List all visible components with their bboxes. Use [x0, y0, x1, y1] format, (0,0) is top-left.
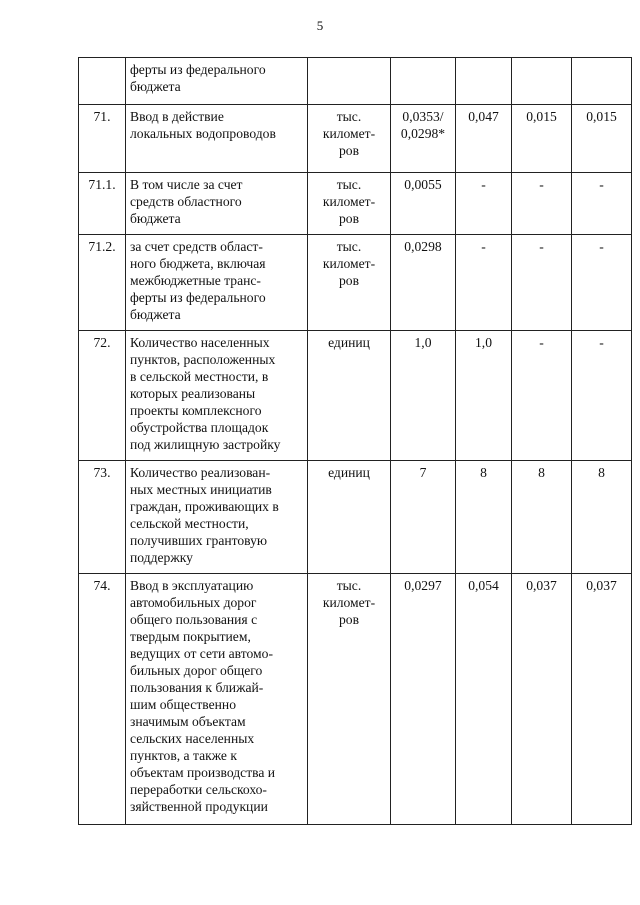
value-cell: 0,015	[572, 105, 632, 173]
value-cell: -	[512, 235, 572, 331]
value-cell: -	[572, 173, 632, 235]
unit-line: километ-	[322, 256, 376, 271]
value-cell: -	[572, 235, 632, 331]
name-line: ферты из федерального	[130, 290, 266, 305]
value-cell	[391, 461, 456, 574]
name-line: бильных дорог общего	[130, 663, 263, 678]
value-cell	[391, 173, 456, 235]
row-number: 71.1.	[79, 173, 126, 235]
unit-cell	[308, 58, 391, 105]
name-line: в сельской местности, в	[130, 369, 269, 384]
name-line: сельских населенных	[130, 731, 255, 746]
table-row	[79, 173, 632, 235]
unit-line: ров	[338, 273, 359, 288]
value-cell	[391, 58, 456, 105]
indicator-name	[126, 331, 308, 461]
name-line: обустройства площадок	[130, 420, 269, 435]
indicator-name	[126, 58, 308, 105]
unit-line: ров	[338, 612, 359, 627]
indicator-name	[126, 461, 308, 574]
name-line: В том числе за счет	[130, 177, 243, 192]
page-number: 5	[316, 18, 324, 33]
name-line: автомобильных дорог	[130, 595, 257, 610]
name-line: объектам производства и	[130, 765, 276, 780]
name-line: межбюджетные транс-	[130, 273, 261, 288]
name-line: пользования к ближай-	[130, 680, 264, 695]
name-line: сельской местности,	[130, 516, 249, 531]
indicator-name	[126, 173, 308, 235]
value-line: 0,0055	[404, 177, 442, 192]
indicators-table	[78, 57, 632, 825]
name-line: бюджета	[130, 79, 181, 94]
name-line: Количество реализован-	[130, 465, 271, 480]
name-line: поддержку	[130, 550, 193, 565]
name-line: ных местных инициатив	[130, 482, 272, 497]
value-cell: -	[572, 331, 632, 461]
unit-cell	[308, 173, 391, 235]
unit-cell	[308, 235, 391, 331]
row-number: 72.	[79, 331, 126, 461]
name-line: ферты из федерального	[130, 62, 266, 77]
table-row	[79, 105, 632, 173]
value-cell: -	[456, 235, 512, 331]
name-line: за счет средств област-	[130, 239, 263, 254]
unit-line: километ-	[322, 194, 376, 209]
row-number: 74.	[79, 574, 126, 825]
table-row	[79, 58, 632, 105]
table-row	[79, 574, 632, 825]
name-line: ведущих от сети автомо-	[130, 646, 273, 661]
indicator-name	[126, 105, 308, 173]
value-line: 1,0	[414, 335, 432, 350]
row-number: 71.2.	[79, 235, 126, 331]
unit-cell	[308, 331, 391, 461]
name-line: бюджета	[130, 307, 181, 322]
unit-cell	[308, 105, 391, 173]
name-line: под жилищную застройку	[130, 437, 281, 452]
value-cell: 0,047	[456, 105, 512, 173]
table-row	[79, 461, 632, 574]
name-line: Ввод в действие	[130, 109, 224, 124]
unit-line: тыс.	[336, 578, 362, 593]
name-line: твердым покрытием,	[130, 629, 251, 644]
value-cell: 8	[512, 461, 572, 574]
value-cell: 0,037	[512, 574, 572, 825]
value-line: 0,0298*	[400, 126, 446, 141]
unit-cell	[308, 574, 391, 825]
row-number: 71.	[79, 105, 126, 173]
value-cell	[391, 574, 456, 825]
value-cell: 0,054	[456, 574, 512, 825]
unit-line: ров	[338, 211, 359, 226]
value-cell	[391, 235, 456, 331]
value-cell: 0,015	[512, 105, 572, 173]
value-cell: -	[512, 173, 572, 235]
name-line: получивших грантовую	[130, 533, 268, 548]
name-line: проекты комплексного	[130, 403, 262, 418]
unit-line: единиц	[328, 465, 370, 480]
indicator-name	[126, 574, 308, 825]
name-line: шим общественно	[130, 697, 236, 712]
name-line: переработки сельскохо-	[130, 782, 267, 797]
unit-cell	[308, 461, 391, 574]
value-cell: -	[512, 331, 572, 461]
value-cell: 8	[456, 461, 512, 574]
name-line: значимым объектам	[130, 714, 246, 729]
name-line: которых реализованы	[130, 386, 256, 401]
name-line: Ввод в эксплуатацию	[130, 578, 254, 593]
name-line: бюджета	[130, 211, 181, 226]
value-line: 0,0298	[404, 239, 442, 254]
indicator-name	[126, 235, 308, 331]
name-line: Количество населенных	[130, 335, 270, 350]
unit-line: тыс.	[336, 239, 362, 254]
value-cell: -	[456, 173, 512, 235]
unit-line: тыс.	[336, 109, 362, 124]
unit-line: тыс.	[336, 177, 362, 192]
value-line: 0,0353/	[402, 109, 444, 124]
value-cell	[456, 58, 512, 105]
name-line: локальных водопроводов	[130, 126, 276, 141]
value-cell	[572, 58, 632, 105]
value-cell	[512, 58, 572, 105]
name-line: граждан, проживающих в	[130, 499, 279, 514]
unit-line: километ-	[322, 126, 376, 141]
name-line: общего пользования с	[130, 612, 258, 627]
value-cell: 8	[572, 461, 632, 574]
value-line: 7	[419, 465, 427, 480]
row-number	[79, 58, 126, 105]
value-cell: 0,037	[572, 574, 632, 825]
name-line: пунктов, а также к	[130, 748, 237, 763]
name-line: ного бюджета, включая	[130, 256, 266, 271]
name-line: средств областного	[130, 194, 242, 209]
value-cell	[391, 331, 456, 461]
unit-line: километ-	[322, 595, 376, 610]
row-number: 73.	[79, 461, 126, 574]
table-row	[79, 331, 632, 461]
value-line: 0,0297	[404, 578, 442, 593]
table-row	[79, 235, 632, 331]
name-line: зяйственной продукции	[130, 799, 268, 814]
value-cell: 1,0	[456, 331, 512, 461]
unit-line: единиц	[328, 335, 370, 350]
unit-line: ров	[338, 143, 359, 158]
value-cell	[391, 105, 456, 173]
name-line: пунктов, расположенных	[130, 352, 276, 367]
